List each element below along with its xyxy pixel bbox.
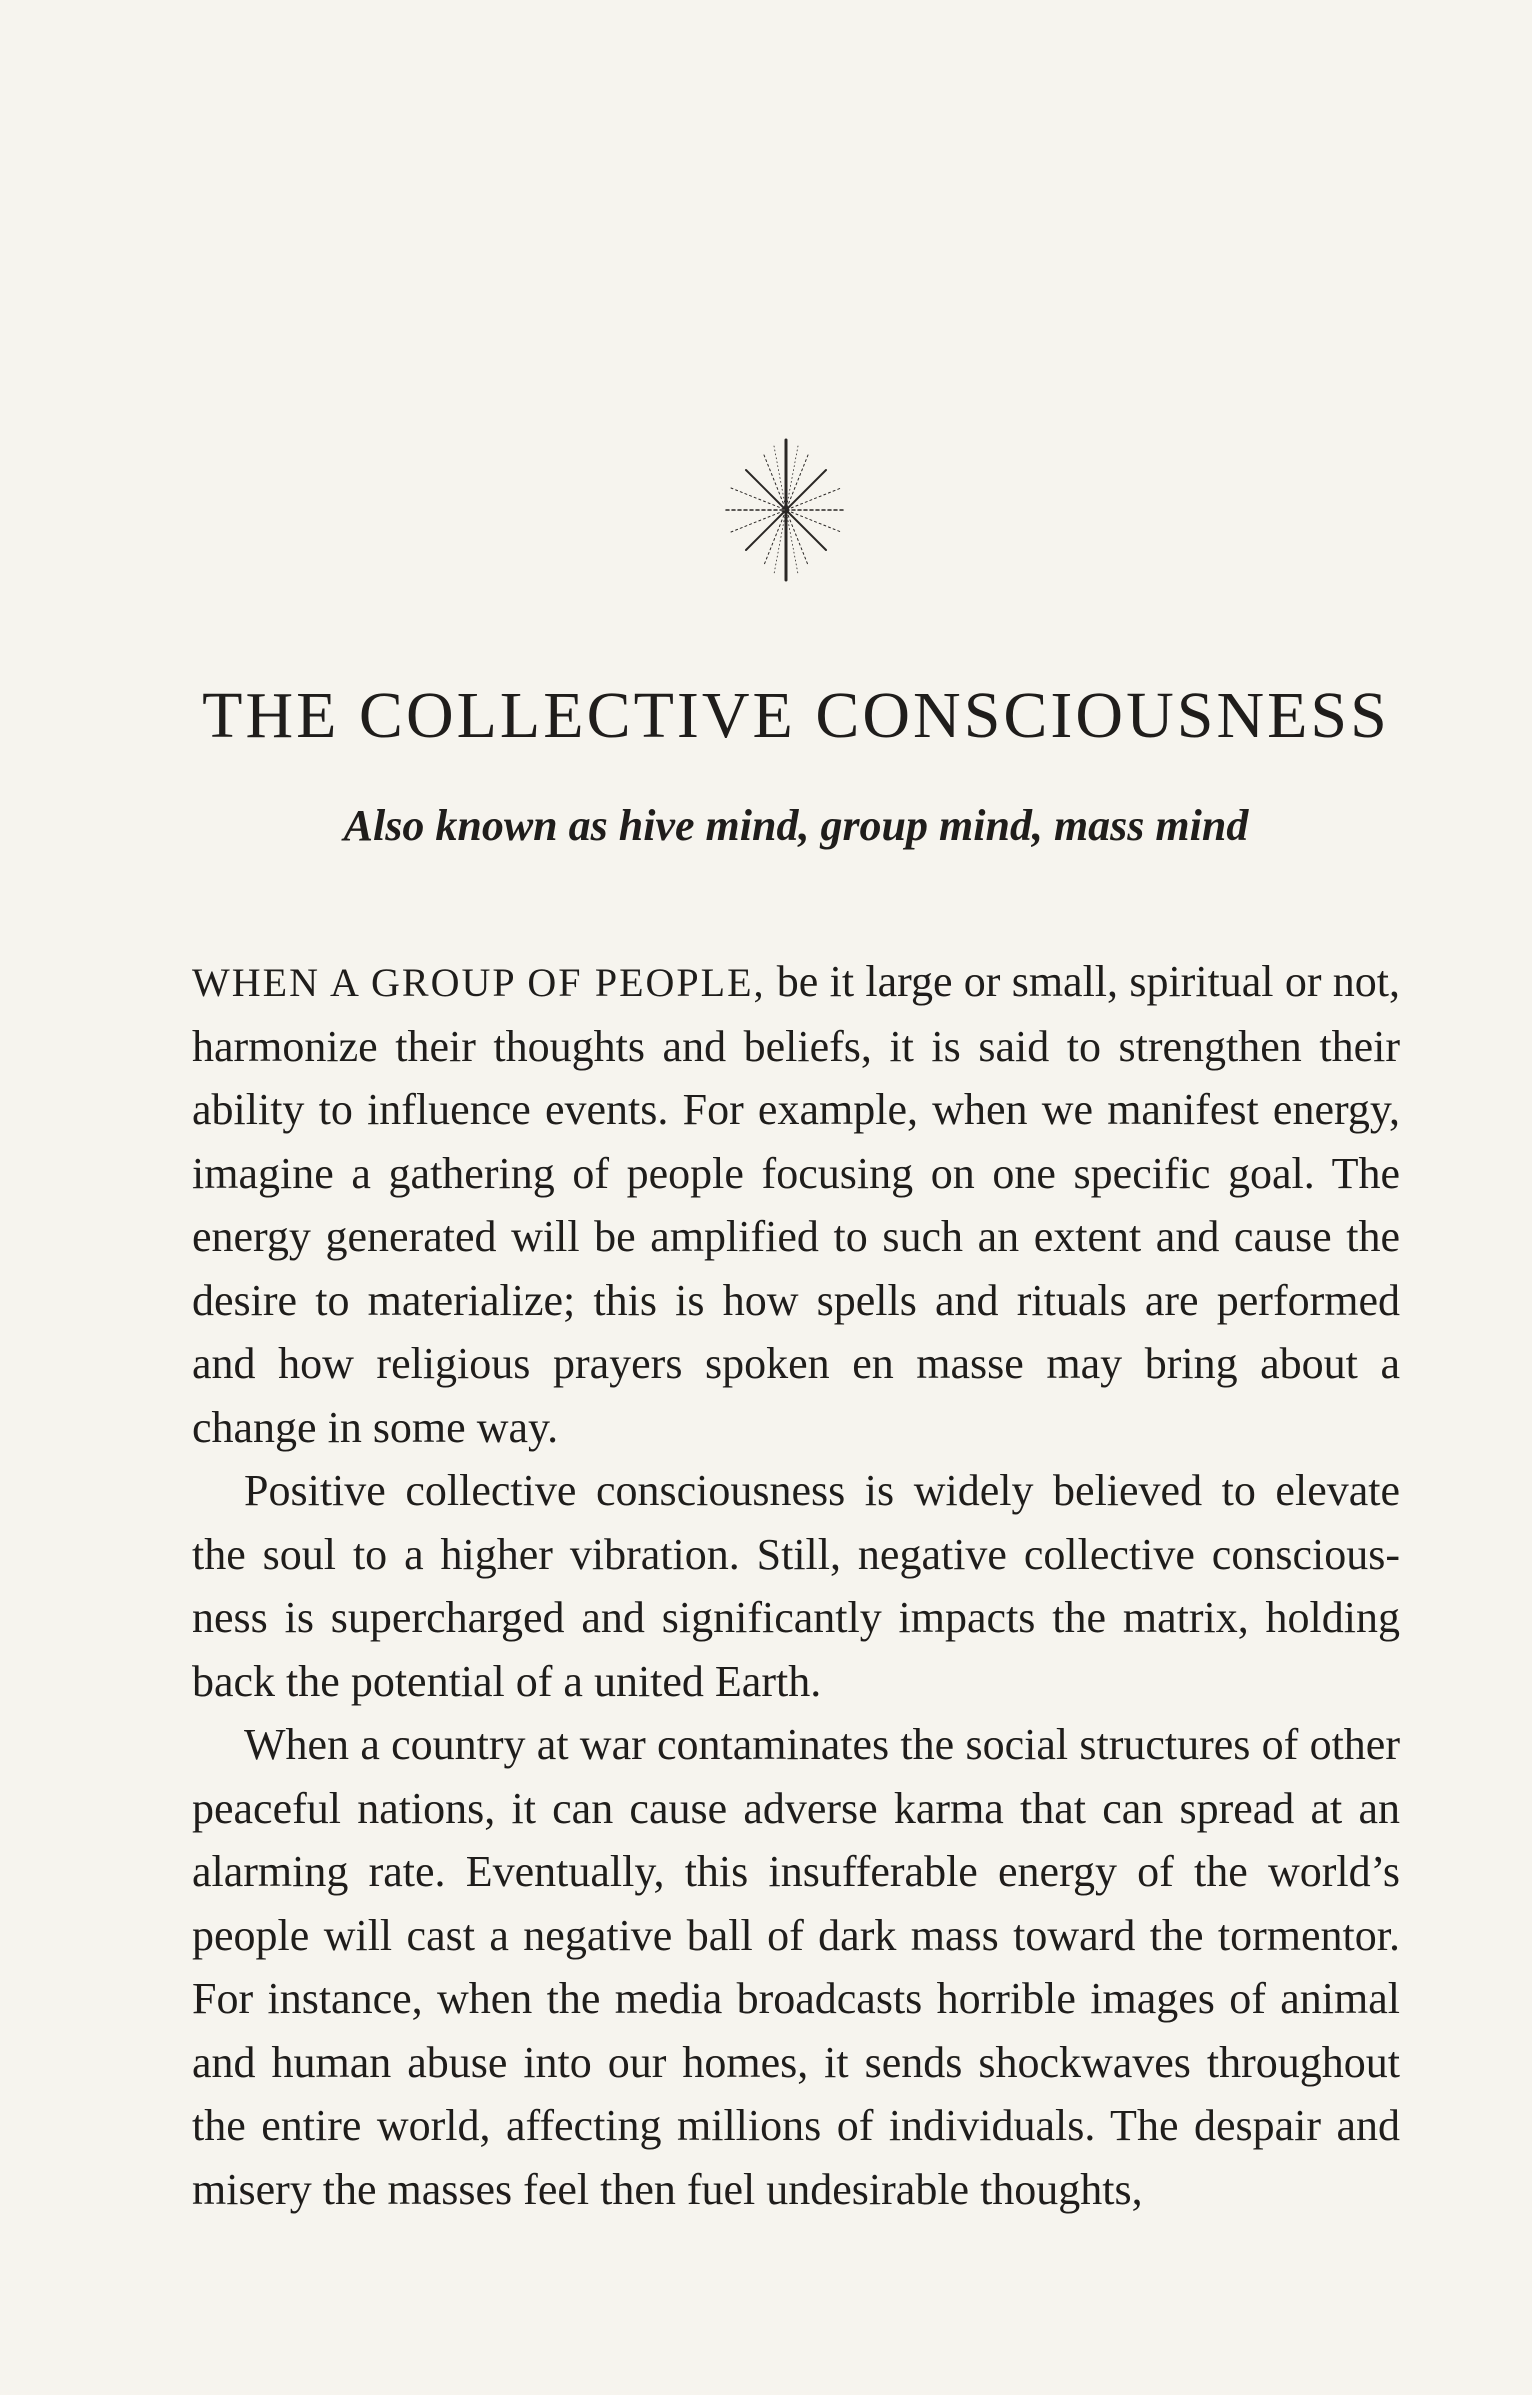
- paragraph-2: Positive collective consciousness is widely believed to elevate the soul to a higher vibration. Still, negative collective consciousness is supercharged and significantly impacts the matrix, holding back the potential of a united Earth.: [192, 1466, 1400, 1706]
- chapter-title: THE COLLECTIVE CONSCIOUSNESS: [202, 679, 1390, 752]
- body-text: [192, 950, 1400, 2221]
- starburst-icon: [706, 430, 866, 590]
- lead-in-smallcaps: WHEN A GROUP OF PEOPLE,: [192, 960, 766, 1005]
- paragraph-1-text: be it large or small, spiritual or not, harmonize their thoughts and beliefs, it is said to strengthen their ability to influence events. For example, when we manifest energy, imagine a gathering of people focusing on one specific goal. The energy generated will be amplified to such an extent and cause the desire to materialize; this is how spells and rituals are performed and how religious prayers spoken en masse may bring about a change in some way.: [192, 957, 1400, 1452]
- paragraph-1: [192, 950, 1400, 1459]
- chapter-subtitle: Also known as hive mind, group mind, mass mind: [343, 801, 1249, 850]
- paragraph-3: When a country at war contaminates the social structures of other peaceful nations, it can cause adverse karma that can spread at an alarming rate. Eventually, this insufferable energy of the world’s people will cast a negative ball of dark mass toward the tormentor. For instance, when the media broadcasts horrible images of animal and human abuse into our homes, it sends shockwaves throughout the entire world, affecting millions of individuals. The despair and misery the masses feel then fuel undesirable thoughts,: [192, 1720, 1400, 2214]
